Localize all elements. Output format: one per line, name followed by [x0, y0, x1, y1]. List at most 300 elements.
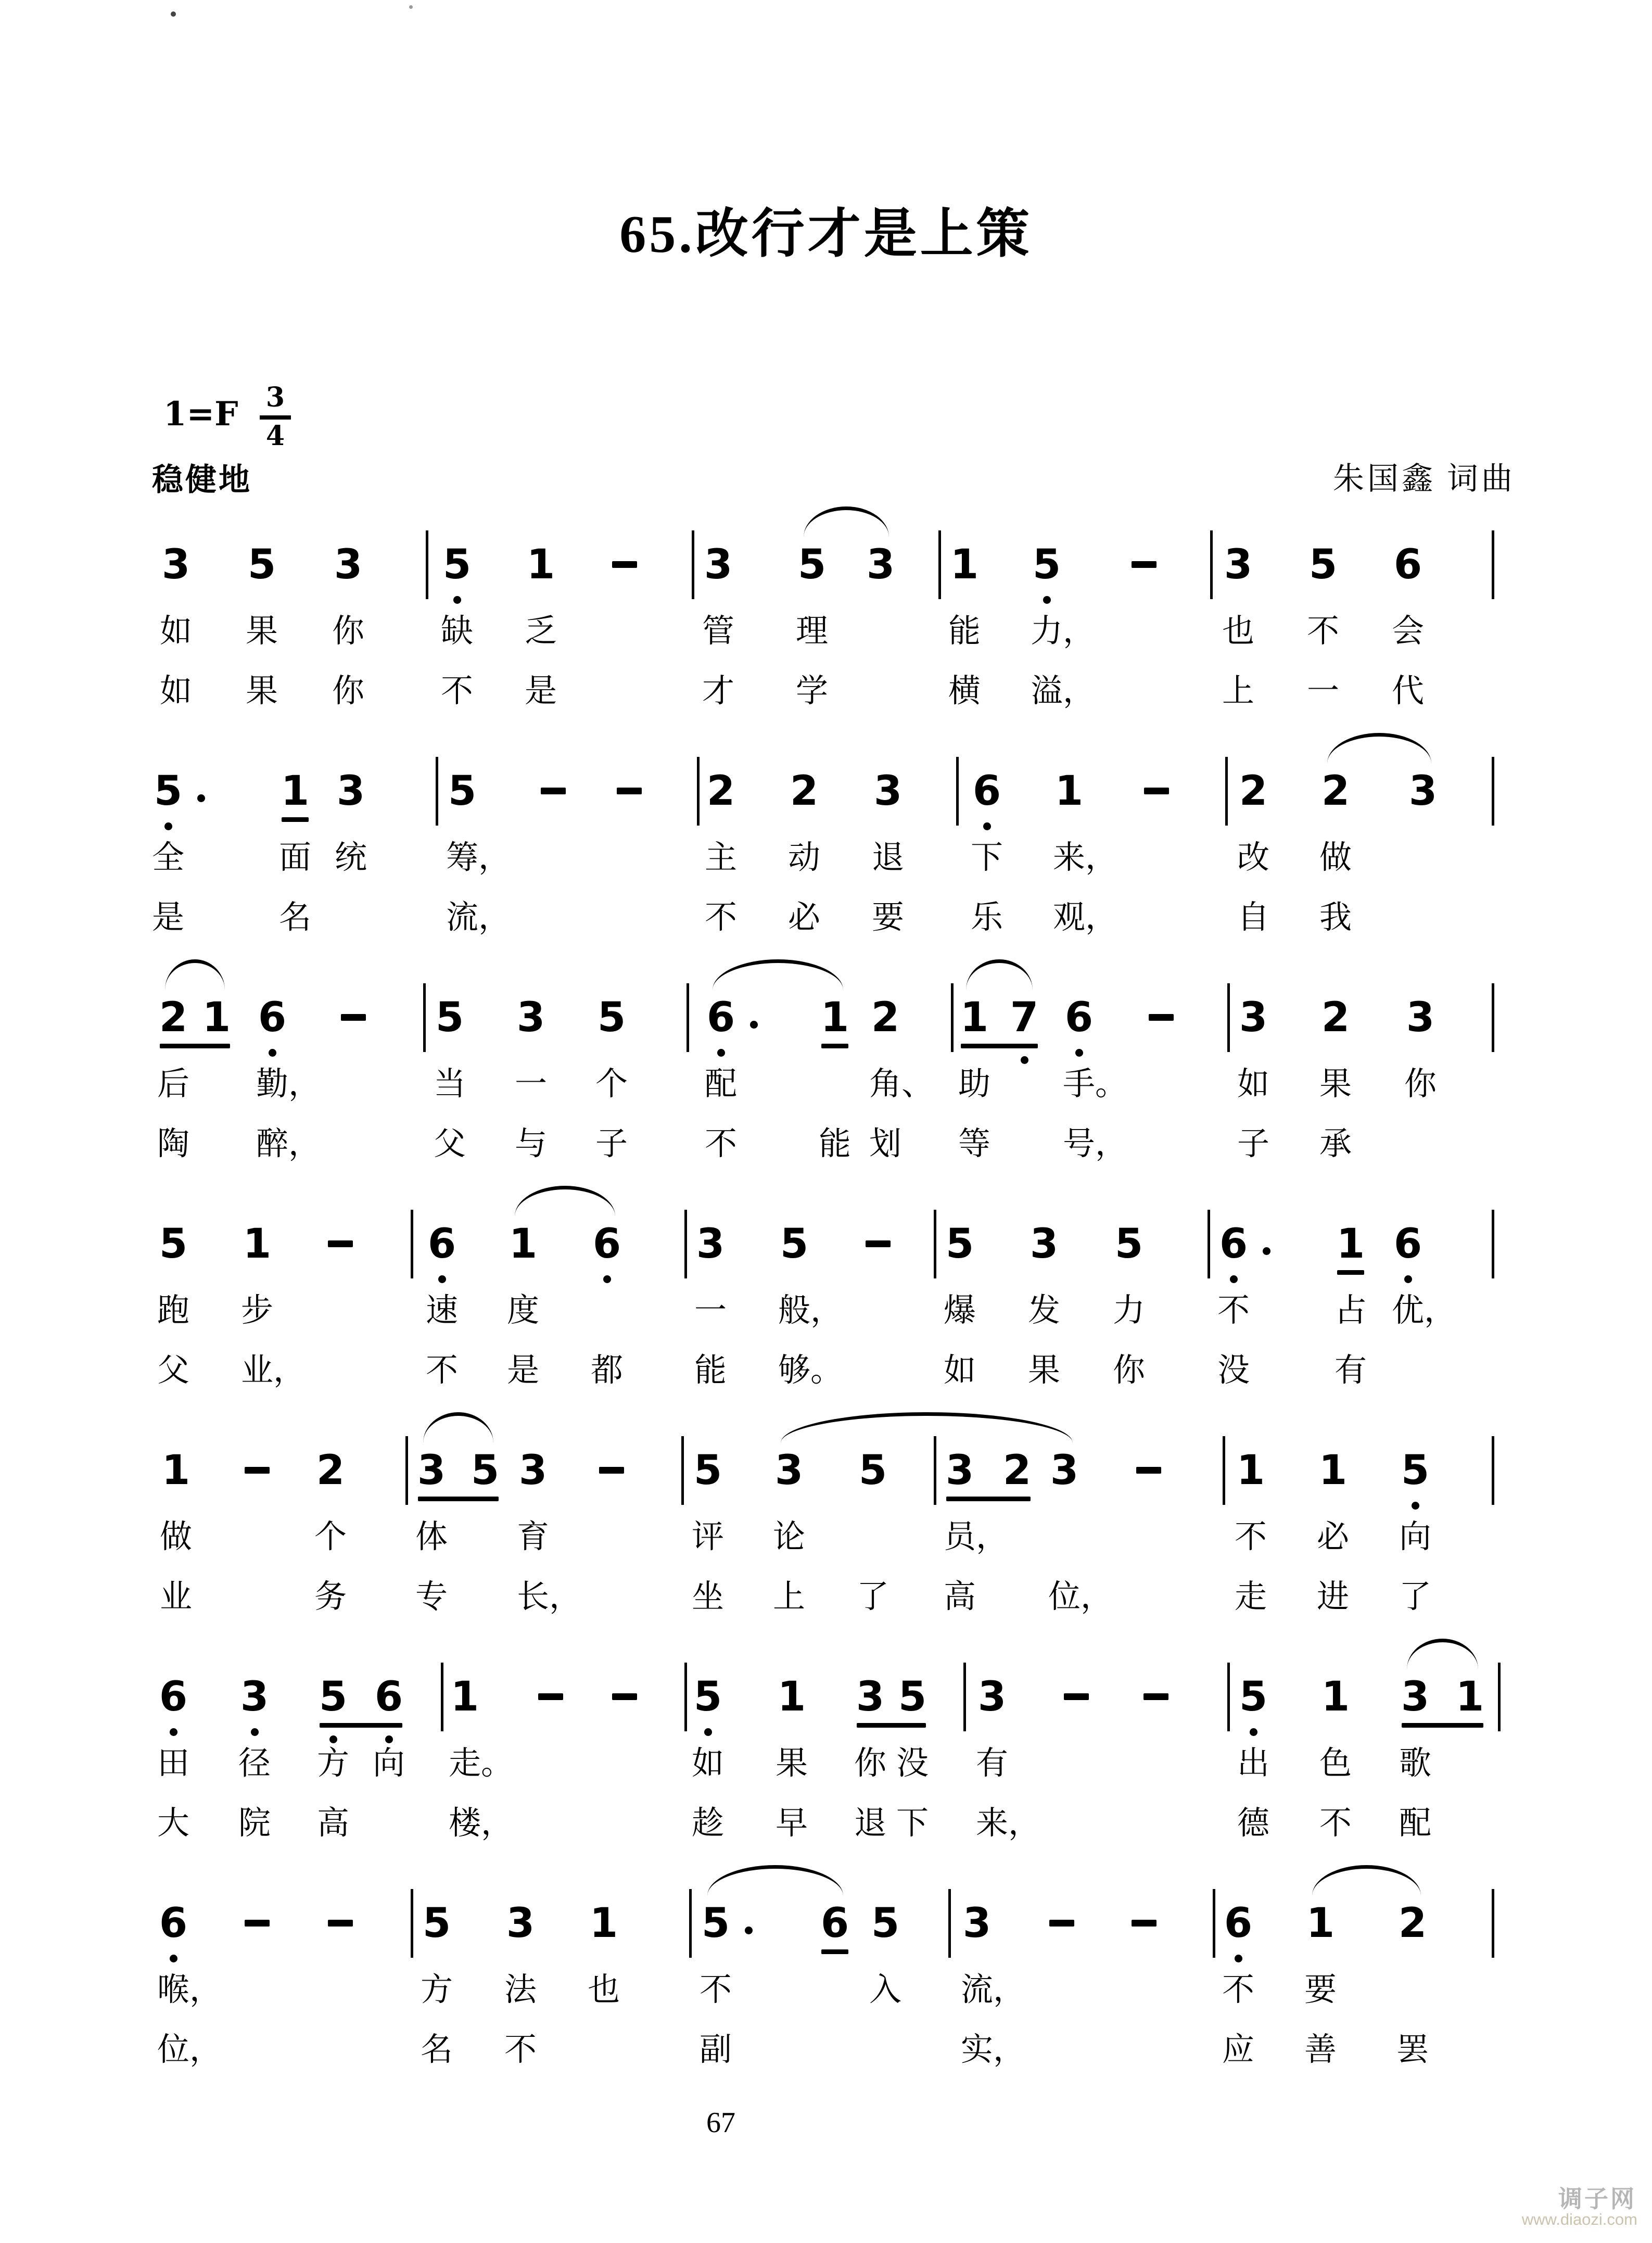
- note-digit: 3: [1239, 994, 1268, 1041]
- lyric-syllable: 业，: [241, 1353, 306, 1388]
- octave-low-dot: [329, 1735, 337, 1743]
- note-digit: 2: [790, 768, 819, 815]
- lyric-syllable: 乐: [971, 900, 1003, 935]
- lyric-syllable: 坐: [692, 1579, 725, 1615]
- lyric-syllable: 角、: [869, 1067, 934, 1102]
- lyric-syllable: 助: [958, 1067, 991, 1102]
- beam-underline: [946, 1497, 1031, 1501]
- octave-low-dot: [1404, 1275, 1412, 1283]
- note-digit: 1: [1306, 1900, 1335, 1947]
- lyric-syllable: 果: [246, 674, 278, 709]
- lyric-syllable: 位，: [157, 2032, 222, 2068]
- lyric-syllable: 缺: [441, 614, 474, 649]
- note-digit: 6: [258, 994, 287, 1041]
- lyric-syllable: 做: [160, 1519, 193, 1555]
- lyric-syllable: 也: [1222, 614, 1255, 649]
- dash-note-extension: [1144, 788, 1169, 794]
- lyric-syllable: 进: [1317, 1579, 1350, 1615]
- lyric-syllable: 务: [314, 1579, 347, 1615]
- note-digit: 5: [797, 541, 827, 588]
- note-digit: 5: [693, 1447, 722, 1494]
- note-digit: 3: [945, 1447, 974, 1494]
- lyric-syllable: 管: [702, 614, 735, 649]
- lyric-syllable: 一: [1307, 674, 1340, 709]
- lyric-syllable: 善: [1304, 2032, 1337, 2068]
- note-digit: 3: [516, 994, 545, 1041]
- note-digit: 1: [202, 994, 231, 1041]
- lyric-syllable: 统: [335, 840, 367, 876]
- bar-line: [681, 1436, 684, 1505]
- dash-note-extension: [612, 1693, 637, 1700]
- lyric-syllable: 划: [869, 1126, 902, 1162]
- lyric-syllable: 果: [246, 614, 278, 649]
- lyric-syllable: 没: [896, 1746, 929, 1781]
- lyric-syllable: 够。: [778, 1353, 843, 1388]
- note-digit: 3: [866, 541, 895, 588]
- note-digit: 6: [1393, 1221, 1422, 1268]
- note-digit: 5: [422, 1900, 451, 1947]
- octave-low-dot: [603, 1275, 611, 1283]
- lyric-syllable: 有: [1335, 1353, 1367, 1388]
- lyric-syllable: 也: [588, 1972, 620, 2008]
- bar-line: [687, 983, 689, 1052]
- slur-arc: [1407, 1639, 1478, 1669]
- dash-note-extension: [1143, 1693, 1168, 1700]
- lyric-syllable: 个: [595, 1067, 628, 1102]
- lyric-syllable: 果: [776, 1746, 808, 1781]
- note-digit: 3: [334, 541, 363, 588]
- bar-line: [684, 1663, 687, 1731]
- note-digit: 6: [1064, 994, 1094, 1041]
- lyric-syllable: 是: [507, 1353, 540, 1388]
- bar-line: [697, 757, 700, 826]
- lyric-syllable: 高: [944, 1579, 976, 1615]
- note-digit: 1: [161, 1447, 190, 1494]
- note-digit: 5: [442, 541, 472, 588]
- bar-line: [1492, 530, 1494, 599]
- note-digit: 1: [1336, 1221, 1365, 1268]
- note-digit: 5: [1114, 1221, 1143, 1268]
- augmentation-dot: [1263, 1247, 1270, 1255]
- note-digit: 1: [526, 541, 555, 588]
- lyric-syllable: 能: [694, 1353, 727, 1388]
- lyric-syllable: 不: [1307, 614, 1340, 649]
- lyric-syllable: 副: [700, 2032, 732, 2068]
- lyric-syllable: 你: [1113, 1353, 1146, 1388]
- watermark-site-name: 调子网: [1558, 2185, 1636, 2212]
- lyric-syllable: 观，: [1053, 900, 1118, 935]
- lyric-syllable: 方: [317, 1746, 350, 1781]
- note-digit: 3: [417, 1447, 446, 1494]
- bar-line: [689, 1889, 692, 1958]
- lyric-syllable: 专: [415, 1579, 448, 1615]
- lyric-syllable: 一: [694, 1293, 727, 1328]
- lyric-syllable: 当: [434, 1067, 466, 1102]
- tempo-marking: 稳健地: [152, 462, 252, 497]
- note-digit: 1: [1318, 1447, 1348, 1494]
- note-digit: 5: [871, 1900, 900, 1947]
- note-digit: 5: [1239, 1674, 1268, 1720]
- lyric-syllable: 等: [958, 1126, 991, 1162]
- slur-arc: [423, 1412, 493, 1443]
- bar-line: [956, 757, 959, 826]
- dash-note-extension: [866, 1240, 891, 1247]
- note-digit: 1: [589, 1900, 618, 1947]
- lyric-syllable: 改: [1237, 840, 1270, 876]
- octave-low-dot: [704, 1728, 712, 1736]
- lyric-syllable: 位，: [1048, 1579, 1113, 1615]
- note-digit: 1: [1321, 1674, 1350, 1720]
- lyric-syllable: 如: [944, 1353, 976, 1388]
- octave-low-dot: [269, 1049, 276, 1057]
- note-digit: 6: [1219, 1221, 1248, 1268]
- lyric-syllable: 子: [1237, 1126, 1270, 1162]
- note-digit: 5: [471, 1447, 500, 1494]
- beam-underline: [961, 1044, 1038, 1048]
- bar-line: [684, 1210, 687, 1278]
- note-digit: 6: [592, 1221, 621, 1268]
- lyric-syllable: 横: [948, 674, 981, 709]
- key-signature: 1=F: [163, 395, 238, 434]
- note-digit: 3: [962, 1900, 992, 1947]
- note-digit: 5: [945, 1221, 974, 1268]
- bar-line: [1223, 1436, 1225, 1505]
- augmentation-dot: [197, 794, 205, 802]
- dash-note-extension: [341, 1014, 366, 1021]
- bar-line: [1225, 757, 1228, 826]
- note-digit: 2: [159, 994, 188, 1041]
- lyric-syllable: 高: [317, 1806, 350, 1841]
- dash-note-extension: [1132, 1920, 1157, 1927]
- note-digit: 2: [1321, 768, 1350, 815]
- lyric-syllable: 不: [426, 1353, 459, 1388]
- note-digit: 1: [1054, 768, 1084, 815]
- octave-low-dot: [438, 1275, 446, 1283]
- lyric-syllable: 育: [517, 1519, 550, 1555]
- lyric-syllable: 方: [421, 1972, 453, 2008]
- note-digit: 2: [871, 994, 900, 1041]
- octave-low-dot: [1075, 1049, 1083, 1057]
- lyric-syllable: 理: [796, 614, 829, 649]
- note-digit: 3: [704, 541, 733, 588]
- time-signature-denominator: 4: [265, 420, 285, 452]
- bar-line: [1213, 1889, 1215, 1958]
- note-digit: 3: [1030, 1221, 1059, 1268]
- lyric-syllable: 勤，: [256, 1067, 321, 1102]
- bar-line: [411, 1889, 413, 1958]
- note-digit: 3: [696, 1221, 725, 1268]
- lyric-syllable: 不: [1319, 1806, 1352, 1841]
- slur-arc: [781, 1412, 1073, 1443]
- note-digit: 5: [701, 1900, 730, 1947]
- lyric-syllable: 是: [525, 674, 557, 709]
- lyric-syllable: 果: [1028, 1353, 1061, 1388]
- lyric-syllable: 承: [1319, 1126, 1352, 1162]
- beam-underline: [320, 1723, 402, 1728]
- lyric-syllable: 爆: [944, 1293, 976, 1328]
- lyric-syllable: 不: [700, 1972, 732, 2008]
- dash-note-extension: [245, 1467, 270, 1474]
- note-digit: 6: [374, 1674, 403, 1720]
- beam-underline: [1402, 1723, 1483, 1728]
- lyric-syllable: 不: [441, 674, 474, 709]
- lyric-syllable: 优，: [1392, 1293, 1457, 1328]
- note-digit: 1: [450, 1674, 479, 1720]
- lyric-syllable: 下: [971, 840, 1003, 876]
- note-digit: 3: [1050, 1447, 1079, 1494]
- note-digit: 5: [247, 541, 276, 588]
- octave-low-dot: [1412, 1502, 1419, 1510]
- slur-arc: [165, 959, 225, 990]
- dash-note-extension: [328, 1240, 353, 1247]
- octave-low-dot: [1230, 1275, 1238, 1283]
- lyric-syllable: 全: [152, 840, 185, 876]
- note-digit: 5: [435, 994, 464, 1041]
- lyric-syllable: 实，: [961, 2032, 1026, 2068]
- lyric-syllable: 配: [1399, 1806, 1432, 1841]
- note-digit: 3: [1408, 768, 1438, 815]
- note-digit: 5: [1308, 541, 1338, 588]
- lyric-syllable: 你: [1404, 1067, 1437, 1102]
- note-digit: 2: [1321, 994, 1350, 1041]
- note-digit: 3: [873, 768, 903, 815]
- lyric-syllable: 退: [872, 840, 905, 876]
- lyric-syllable: 代: [1392, 674, 1425, 709]
- lyric-syllable: 田: [157, 1746, 190, 1781]
- lyric-syllable: 如: [692, 1746, 725, 1781]
- lyric-syllable: 不: [504, 2032, 537, 2068]
- note-digit: 6: [159, 1900, 188, 1947]
- dash-note-extension: [1136, 1467, 1161, 1474]
- bar-line: [405, 1436, 408, 1505]
- note-digit: 5: [1032, 541, 1061, 588]
- note-digit: 5: [693, 1674, 722, 1720]
- lyric-syllable: 早: [776, 1806, 808, 1841]
- bar-line: [948, 1889, 951, 1958]
- octave-low-dot: [1021, 1056, 1028, 1064]
- beam-underline: [821, 1949, 848, 1954]
- lyric-syllable: 径: [238, 1746, 271, 1781]
- lyric-syllable: 会: [1392, 614, 1425, 649]
- lyric-syllable: 大: [157, 1806, 190, 1841]
- bar-line: [426, 530, 428, 599]
- watermark-site-url: www.diaozi.com: [1521, 2210, 1637, 2228]
- lyric-syllable: 手。: [1063, 1067, 1128, 1102]
- lyric-syllable: 不: [1222, 1972, 1255, 2008]
- lyric-syllable: 醉，: [256, 1126, 321, 1162]
- note-digit: 2: [706, 768, 735, 815]
- bar-line: [1210, 530, 1213, 599]
- dash-note-extension: [612, 561, 637, 568]
- lyric-syllable: 乏: [525, 614, 557, 649]
- lyric-syllable: 下: [896, 1806, 929, 1841]
- octave-low-dot: [385, 1735, 393, 1743]
- lyric-syllable: 一: [515, 1067, 548, 1102]
- lyric-syllable: 你: [332, 614, 365, 649]
- augmentation-dot: [750, 1021, 758, 1029]
- lyric-syllable: 业: [160, 1579, 193, 1615]
- lyric-syllable: 我: [1319, 900, 1352, 935]
- octave-low-dot: [983, 822, 991, 830]
- note-digit: 3: [977, 1674, 1007, 1720]
- note-digit: 5: [319, 1674, 348, 1720]
- octave-low-dot: [453, 596, 461, 604]
- lyric-syllable: 应: [1222, 2032, 1255, 2068]
- lyric-syllable: 度: [507, 1293, 540, 1328]
- lyric-syllable: 步: [241, 1293, 274, 1328]
- lyric-syllable: 入: [869, 1972, 902, 2008]
- octave-low-dot: [717, 1049, 725, 1057]
- lyric-syllable: 没: [1217, 1353, 1250, 1388]
- note-digit: 1: [777, 1674, 806, 1720]
- bar-line: [1227, 1663, 1230, 1731]
- lyric-syllable: 退: [854, 1806, 887, 1841]
- lyric-syllable: 与: [515, 1126, 548, 1162]
- bar-line: [963, 1663, 966, 1731]
- note-digit: 5: [1401, 1447, 1430, 1494]
- note-digit: 1: [243, 1221, 272, 1268]
- time-signature-bar: [260, 415, 291, 420]
- bar-line: [951, 983, 954, 1052]
- note-digit: 6: [1224, 1900, 1253, 1947]
- lyric-syllable: 不: [1235, 1519, 1267, 1555]
- song-title: 65.改行才是上策: [619, 205, 1033, 264]
- slur-arc: [804, 506, 889, 537]
- note-digit: 1: [960, 994, 989, 1041]
- slur-arc: [1327, 733, 1431, 764]
- note-digit: 5: [780, 1221, 809, 1268]
- beam-underline: [857, 1723, 926, 1728]
- lyric-syllable: 力，: [1031, 614, 1096, 649]
- bar-line: [1498, 1663, 1501, 1731]
- note-digit: 6: [159, 1674, 188, 1720]
- note-digit: 3: [506, 1900, 535, 1947]
- lyric-syllable: 能: [948, 614, 981, 649]
- note-digit: 6: [706, 994, 735, 1041]
- lyric-syllable: 如: [160, 674, 193, 709]
- bar-line: [423, 983, 426, 1052]
- note-digit: 1: [1455, 1674, 1484, 1720]
- octave-low-dot: [1250, 1728, 1257, 1736]
- note-digit: 3: [774, 1447, 804, 1494]
- lyric-syllable: 上: [773, 1579, 806, 1615]
- lyric-syllable: 必: [1317, 1519, 1350, 1555]
- lyric-syllable: 都: [591, 1353, 624, 1388]
- lyric-syllable: 了: [1399, 1579, 1432, 1615]
- dash-note-extension: [1132, 561, 1157, 568]
- lyric-syllable: 不: [1217, 1293, 1250, 1328]
- octave-low-dot: [1043, 596, 1051, 604]
- lyric-syllable: 上: [1222, 674, 1255, 709]
- dash-note-extension: [1064, 1693, 1089, 1700]
- lyric-syllable: 名: [421, 2032, 453, 2068]
- note-digit: 1: [281, 768, 310, 815]
- lyric-syllable: 如: [1237, 1067, 1270, 1102]
- scan-artifact-dot-2: [409, 5, 413, 9]
- lyric-syllable: 自: [1237, 900, 1270, 935]
- dash-note-extension: [1149, 1014, 1174, 1021]
- lyric-syllable: 你: [332, 674, 365, 709]
- note-digit: 3: [856, 1674, 885, 1720]
- note-digit: 6: [427, 1221, 456, 1268]
- lyric-syllable: 长，: [517, 1579, 582, 1615]
- dash-note-extension: [617, 788, 642, 794]
- octave-low-dot: [170, 1955, 177, 1962]
- dash-note-extension: [538, 1693, 563, 1700]
- lyric-syllable: 如: [160, 614, 193, 649]
- note-digit: 6: [1393, 541, 1422, 588]
- lyric-syllable: 色: [1319, 1746, 1352, 1781]
- lyric-syllable: 歌: [1399, 1746, 1432, 1781]
- lyric-syllable: 论: [773, 1519, 806, 1555]
- bar-line: [1227, 983, 1230, 1052]
- bar-line: [1492, 757, 1494, 826]
- note-digit: 1: [1236, 1447, 1265, 1494]
- lyric-syllable: 必: [788, 900, 821, 935]
- lyric-syllable: 力: [1113, 1293, 1146, 1328]
- note-digit: 3: [1224, 541, 1253, 588]
- lyric-syllable: 楼，: [449, 1806, 514, 1841]
- time-signature-numerator: 3: [265, 382, 285, 413]
- lyric-syllable: 员，: [944, 1519, 1009, 1555]
- lyric-syllable: 后: [157, 1067, 190, 1102]
- note-digit: 3: [336, 768, 365, 815]
- note-digit: 5: [597, 994, 626, 1041]
- note-digit: 2: [316, 1447, 345, 1494]
- octave-low-dot: [164, 822, 172, 830]
- note-digit: 2: [1002, 1447, 1032, 1494]
- lyric-syllable: 出: [1237, 1746, 1270, 1781]
- lyric-syllable: 了: [857, 1579, 889, 1615]
- beam-underline: [160, 1044, 230, 1048]
- beam-underline: [1337, 1270, 1364, 1275]
- lyric-syllable: 动: [788, 840, 821, 876]
- lyric-syllable: 占: [1335, 1293, 1367, 1328]
- lyric-syllable: 跑: [157, 1293, 190, 1328]
- lyric-syllable: 才: [702, 674, 735, 709]
- lyric-syllable: 评: [692, 1519, 725, 1555]
- lyric-syllable: 发: [1028, 1293, 1061, 1328]
- note-digit: 1: [509, 1221, 538, 1268]
- lyric-syllable: 溢，: [1031, 674, 1096, 709]
- note-digit: 3: [161, 541, 190, 588]
- lyric-syllable: 院: [238, 1806, 271, 1841]
- lyric-syllable: 果: [1319, 1067, 1352, 1102]
- note-digit: 5: [154, 768, 183, 815]
- note-digit: 5: [898, 1674, 927, 1720]
- lyric-syllable: 走。: [449, 1746, 514, 1781]
- lyric-syllable: 不: [705, 1126, 738, 1162]
- lyric-syllable: 体: [415, 1519, 448, 1555]
- lyric-syllable: 父: [157, 1353, 190, 1388]
- dash-note-extension: [245, 1920, 270, 1927]
- note-digit: 6: [972, 768, 1001, 815]
- note-digit: 1: [950, 541, 979, 588]
- lyric-syllable: 来，: [1053, 840, 1118, 876]
- note-digit: 5: [159, 1221, 188, 1268]
- bar-line: [1492, 1436, 1494, 1505]
- bar-line: [436, 757, 438, 826]
- dash-note-extension: [541, 788, 566, 794]
- lyric-syllable: 向: [373, 1746, 405, 1781]
- slur-arc: [1312, 1865, 1421, 1896]
- lyric-syllable: 走: [1235, 1579, 1267, 1615]
- bar-line: [1492, 1889, 1494, 1958]
- lyric-syllable: 做: [1319, 840, 1352, 876]
- note-digit: 5: [448, 768, 477, 815]
- lyric-syllable: 配: [705, 1067, 738, 1102]
- note-digit: 3: [1406, 994, 1435, 1041]
